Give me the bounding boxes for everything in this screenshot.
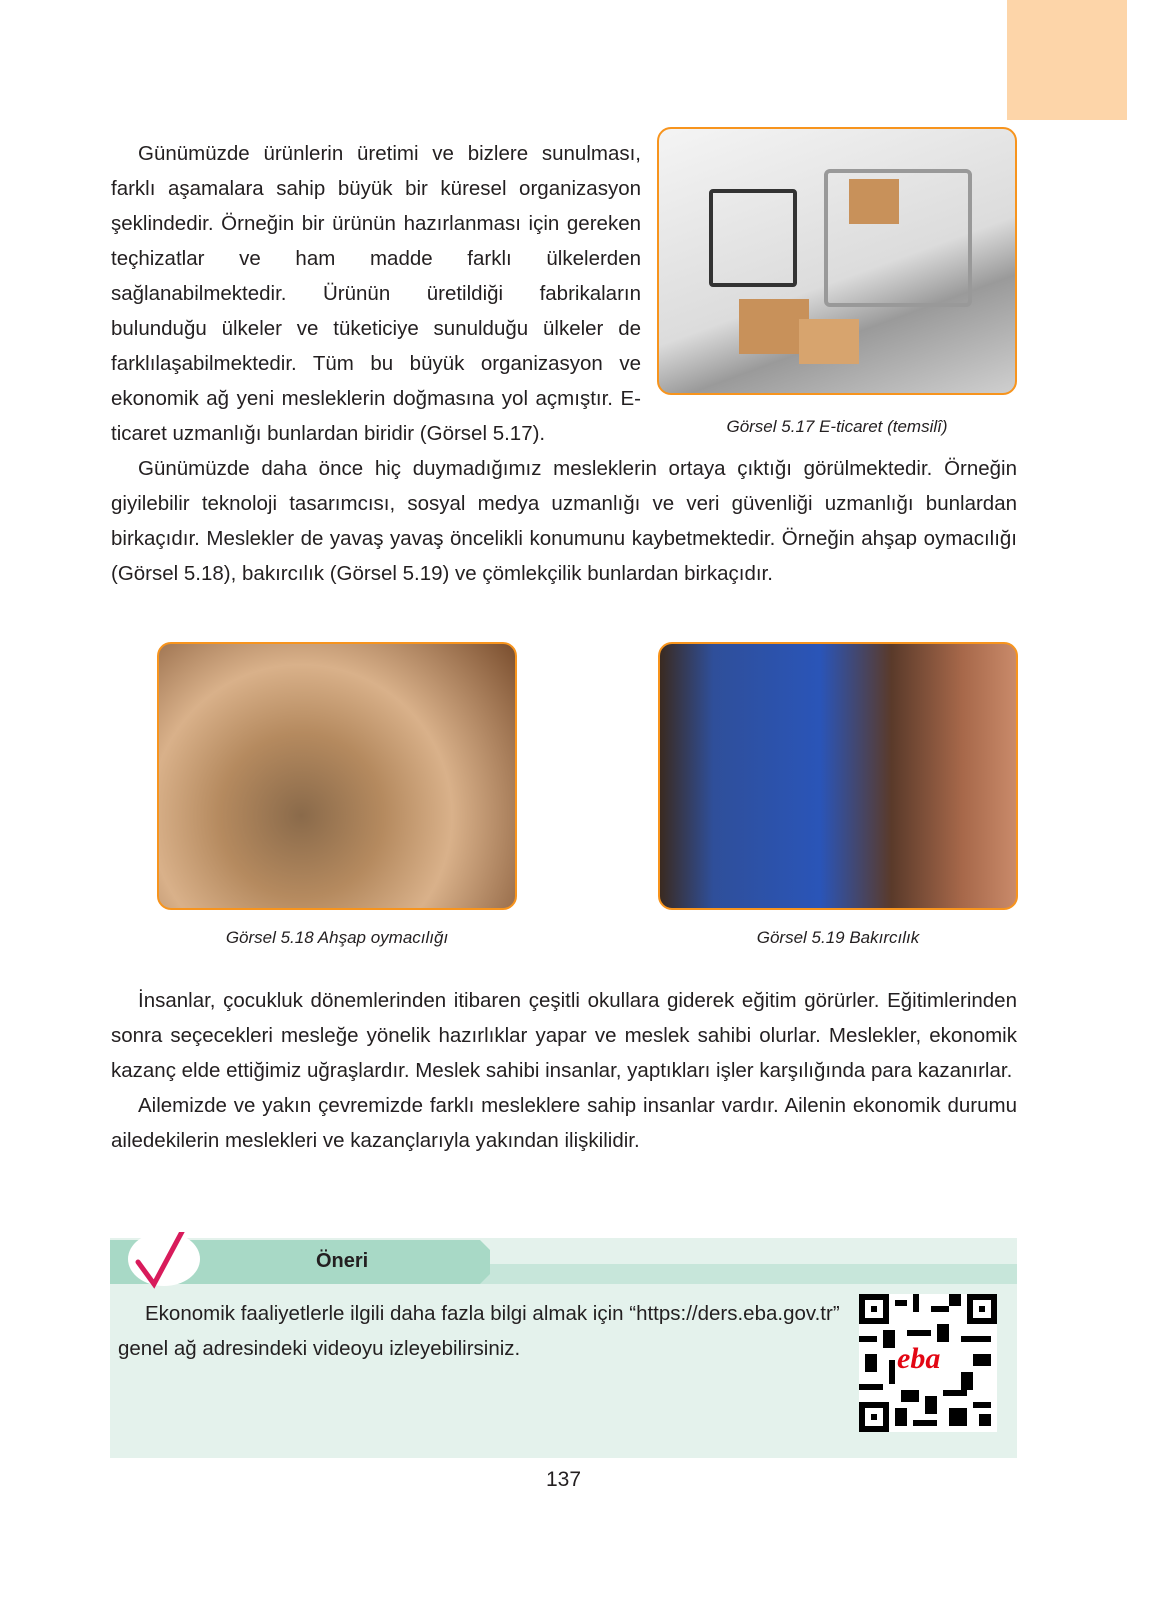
suggestion-body: [118, 1296, 843, 1366]
wood-carving-image: [157, 642, 517, 910]
box-icon: [799, 319, 859, 364]
ecommerce-image: [657, 127, 1017, 395]
figure-5-19: [658, 642, 1018, 948]
paragraph: İnsanlar, çocukluk dönemlerinden itibaren çeşitli okullara giderek eğitim görürler. Eğitimlerinden sonra seçecekleri mesleğe yönelik hazırlıklar yapar ve meslek sahibi olurlar. Meslekler, ekonomik kazanç elde ettiğimiz uğraşlardır. Meslek sahibi insanlar, yaptıkları işler karşılığında para kazanırlar.: [111, 989, 1017, 1082]
coppersmith-image: [658, 642, 1018, 910]
suggestion-text: Ekonomik faaliyetlerle ilgili daha fazla bilgi almak için “https://ders.eba.gov.tr” genel ağ adresindeki videoyu izleyebilirsiniz.: [118, 1302, 840, 1360]
paragraph: Ailemizde ve yakın çevremizde farklı mesleklere sahip insanlar vardır. Ailenin ekonomik durumu ailedekilerin meslekleri ve kazançlarıyla yakından ilişkilidir.: [111, 1094, 1017, 1152]
paragraph: Günümüzde ürünlerin üretimi ve bizlere sunulması, farklı aşamalara sahip büyük bir küresel organizasyon şeklindedir. Örneğin bir ürünün hazırlanması için gereken teçhizatlar ve ham madde farklı ülkelerden sağlanabilmektedir. Ürünün üretildiği fabrikaların bulunduğu ülkeler ve tüketiciye sunulduğu ülkeler de farklılaşabilmektedir. Tüm bu büyük organizasyon ve ekonomik ağ yeni mesleklerin doğmasına yol açmıştır. E-ticaret uzmanlığı bunlardan biridir (Görsel 5.17).: [111, 142, 641, 445]
figure-5-17: [657, 127, 1017, 444]
figure-caption: Görsel 5.17 E-ticaret (temsilî): [726, 417, 948, 436]
text-block-top: [111, 136, 1017, 591]
figure-5-18: [157, 642, 517, 948]
paragraph: Günümüzde daha önce hiç duymadığımız mesleklerin ortaya çıktığı görülmektedir. Örneğin giyilebilir teknoloji tasarımcısı, sosyal medya uzmanlığı ve veri güvenliği uzmanlığı bunlardan birkaçıdır. Meslekler de yavaş yavaş öncelikli konumunu kaybetmektedir. Örneğin ahşap oymacılığı (Görsel 5.18), bakırcılık (Görsel 5.19) ve çömlekçilik bunlardan birkaçıdır.: [111, 457, 1017, 585]
text-block-bottom: [111, 983, 1017, 1158]
eba-logo: eba: [897, 1342, 941, 1375]
qr-code[interactable]: [859, 1294, 997, 1432]
chapter-tab: [1007, 0, 1127, 120]
suggestion-title: Öneri: [316, 1250, 369, 1272]
suggestion-box: [110, 1238, 1017, 1458]
cart-icon: [709, 189, 797, 287]
figure-caption: Görsel 5.18 Ahşap oymacılığı: [225, 928, 449, 947]
box-icon: [849, 179, 899, 224]
page-number: 137: [545, 1468, 582, 1491]
figure-caption: Görsel 5.19 Bakırcılık: [756, 928, 920, 947]
checkmark-icon: [128, 1232, 200, 1286]
